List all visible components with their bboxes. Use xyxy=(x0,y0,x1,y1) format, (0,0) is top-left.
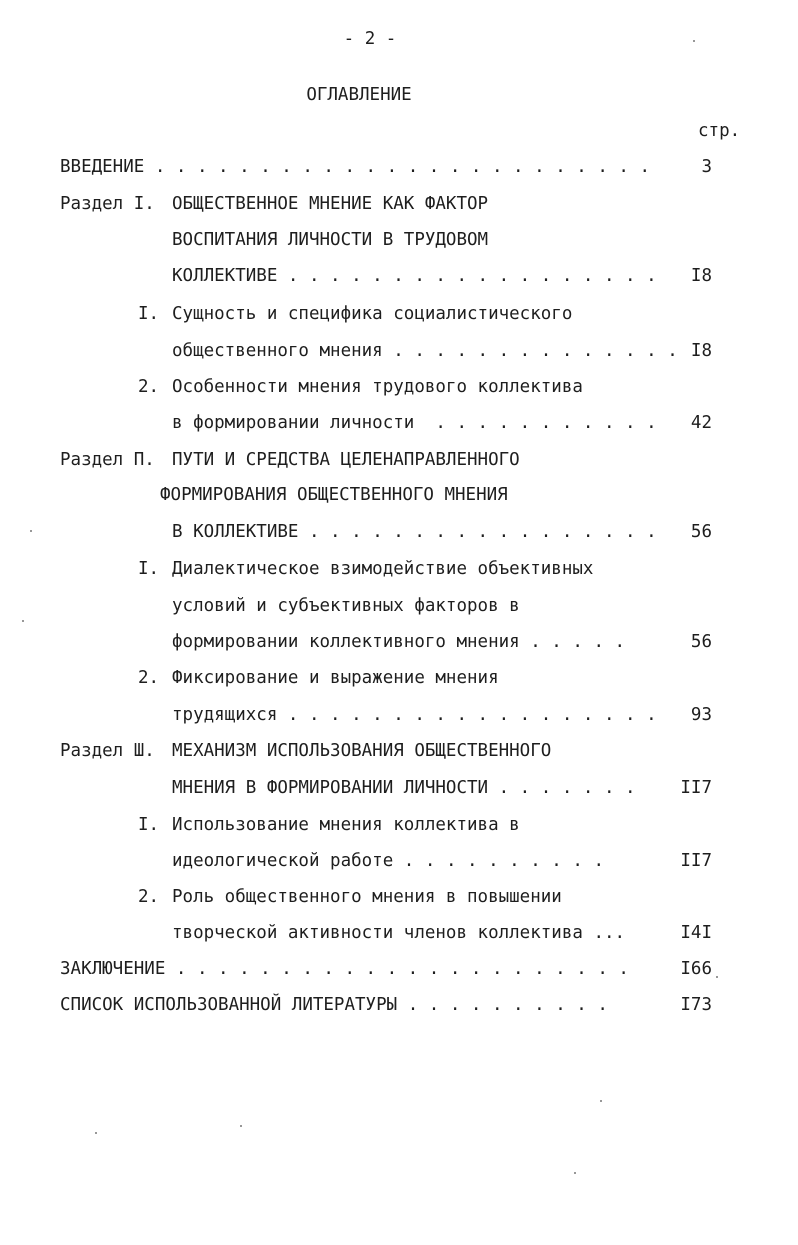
scan-speck xyxy=(30,530,32,532)
toc-subsection-3-1-line2[interactable]: идеологической работе . . . . . . . . . . xyxy=(172,851,604,871)
dot-leader: . . . . . . . . . . . . . . xyxy=(382,341,678,361)
toc-subsection-2-1-line2[interactable]: условий и субъективных факторов в xyxy=(172,596,520,616)
toc-subsection-1-1-line1[interactable]: Сущность и специфика социалистического xyxy=(172,304,573,324)
toc-entry-references[interactable]: СПИСОК ИСПОЛЬЗОВАННОЙ ЛИТЕРАТУРЫ . . . . . . . . . . xyxy=(60,995,608,1015)
toc-subsection-2-2-line1[interactable]: Фиксирование и выражение мнения xyxy=(172,668,499,688)
toc-section-3-title-line2[interactable]: МНЕНИЯ В ФОРМИРОВАНИИ ЛИЧНОСТИ . . . . . . . xyxy=(172,778,636,798)
toc-page-introduction: 3 xyxy=(701,157,712,177)
dot-leader: . . . . . . . . . . . . . . . . . . xyxy=(277,266,657,286)
toc-page-subsection-2-1: 56 xyxy=(690,632,712,652)
scan-speck xyxy=(693,40,695,42)
toc-section-2-title-line2[interactable]: ФОРМИРОВАНИЯ ОБЩЕСТВЕННОГО МНЕНИЯ xyxy=(160,485,508,505)
toc-title: ОГЛАВЛЕНИЕ xyxy=(306,85,412,105)
toc-subsection-2-1-line3[interactable]: формировании коллективного мнения . . . . . xyxy=(172,632,626,652)
toc-section-3-title-line1[interactable]: МЕХАНИЗМ ИСПОЛЬЗОВАНИЯ ОБЩЕСТВЕННОГО xyxy=(172,741,552,761)
dot-leader: . . . . . . . . . . . xyxy=(414,413,657,433)
dot-leader: . . . . . . . . . . . . . . . . . . . . . . xyxy=(165,959,629,979)
dot-leader: . . . . . . . xyxy=(488,778,636,798)
toc-page-section-3: II7 xyxy=(680,778,712,798)
toc-section-2-label: Раздел П. xyxy=(60,450,155,470)
toc-subsection-3-2-number: 2. xyxy=(138,887,160,907)
dot-leader: . . . . . . . . . . . . . . . . . xyxy=(298,522,657,542)
toc-subsection-1-1-number: I. xyxy=(138,304,160,324)
toc-page-subsection-1-1: I8 xyxy=(690,341,712,361)
toc-section-2-title-line3[interactable]: В КОЛЛЕКТИВЕ . . . . . . . . . . . . . . . . . xyxy=(172,522,657,542)
toc-page-subsection-3-1: II7 xyxy=(680,851,712,871)
toc-page-section-1: I8 xyxy=(690,266,712,286)
toc-subsection-3-2-line2[interactable]: творческой активности членов коллектива ... xyxy=(172,923,626,943)
toc-subsection-3-1-number: I. xyxy=(138,815,160,835)
toc-subsection-1-2-number: 2. xyxy=(138,377,160,397)
toc-section-1-title-line2[interactable]: ВОСПИТАНИЯ ЛИЧНОСТИ В ТРУДОВОМ xyxy=(172,230,489,250)
toc-subsection-2-1-line1[interactable]: Диалектическое взимодействие объективных xyxy=(172,559,594,579)
page-number: - 2 - xyxy=(343,29,397,49)
toc-page-subsection-3-2: I4I xyxy=(680,923,712,943)
toc-page-subsection-2-2: 93 xyxy=(690,705,712,725)
toc-page-references: I73 xyxy=(680,995,712,1015)
toc-page-conclusion: I66 xyxy=(680,959,712,979)
scan-speck xyxy=(716,976,718,978)
toc-entry-conclusion[interactable]: ЗАКЛЮЧЕНИЕ . . . . . . . . . . . . . . . . . . . . . . xyxy=(60,959,629,979)
toc-section-1-title-line1[interactable]: ОБЩЕСТВЕННОЕ МНЕНИЕ КАК ФАКТОР xyxy=(172,194,489,214)
scan-speck xyxy=(22,620,24,622)
toc-subsection-1-1-line2[interactable]: общественного мнения . . . . . . . . . . . . . . xyxy=(172,341,678,361)
toc-section-1-title-line3[interactable]: КОЛЛЕКТИВЕ . . . . . . . . . . . . . . . . . . xyxy=(172,266,657,286)
scan-speck xyxy=(240,1125,242,1127)
dot-leader: . . . . . . . . . . xyxy=(393,851,604,871)
toc-subsection-3-1-line1[interactable]: Использование мнения коллектива в xyxy=(172,815,520,835)
dot-leader: . . . . . . . . . . . . . . . . . . . . . . . . xyxy=(144,157,651,177)
toc-page-subsection-1-2: 42 xyxy=(690,413,712,433)
toc-section-1-label: Раздел I. xyxy=(60,194,155,214)
scan-speck xyxy=(95,1132,97,1134)
page-column-header: стр. xyxy=(698,121,741,141)
toc-subsection-1-2-line2[interactable]: в формировании личности . . . . . . . . . . . xyxy=(172,413,657,433)
scan-speck xyxy=(600,1100,602,1102)
toc-subsection-2-1-number: I. xyxy=(138,559,160,579)
toc-subsection-2-2-number: 2. xyxy=(138,668,160,688)
toc-page-section-2: 56 xyxy=(690,522,712,542)
dot-leader: ... xyxy=(582,923,626,943)
toc-subsection-3-2-line1[interactable]: Роль общественного мнения в повышении xyxy=(172,887,562,907)
toc-subsection-2-2-line2[interactable]: трудящихся . . . . . . . . . . . . . . . . . . xyxy=(172,705,657,725)
dot-leader: . . . . . xyxy=(519,632,626,652)
dot-leader: . . . . . . . . . . . . . . . . . . xyxy=(277,705,657,725)
dot-leader: . . . . . . . . . . xyxy=(397,995,608,1015)
scan-speck xyxy=(574,1172,576,1174)
toc-subsection-1-2-line1[interactable]: Особенности мнения трудового коллектива xyxy=(172,377,583,397)
toc-section-3-label: Раздел Ш. xyxy=(60,741,155,761)
toc-entry-introduction[interactable]: ВВЕДЕНИЕ . . . . . . . . . . . . . . . . . . . . . . . . xyxy=(60,157,651,177)
toc-section-2-title-line1[interactable]: ПУТИ И СРЕДСТВА ЦЕЛЕНАПРАВЛЕННОГО xyxy=(172,450,520,470)
